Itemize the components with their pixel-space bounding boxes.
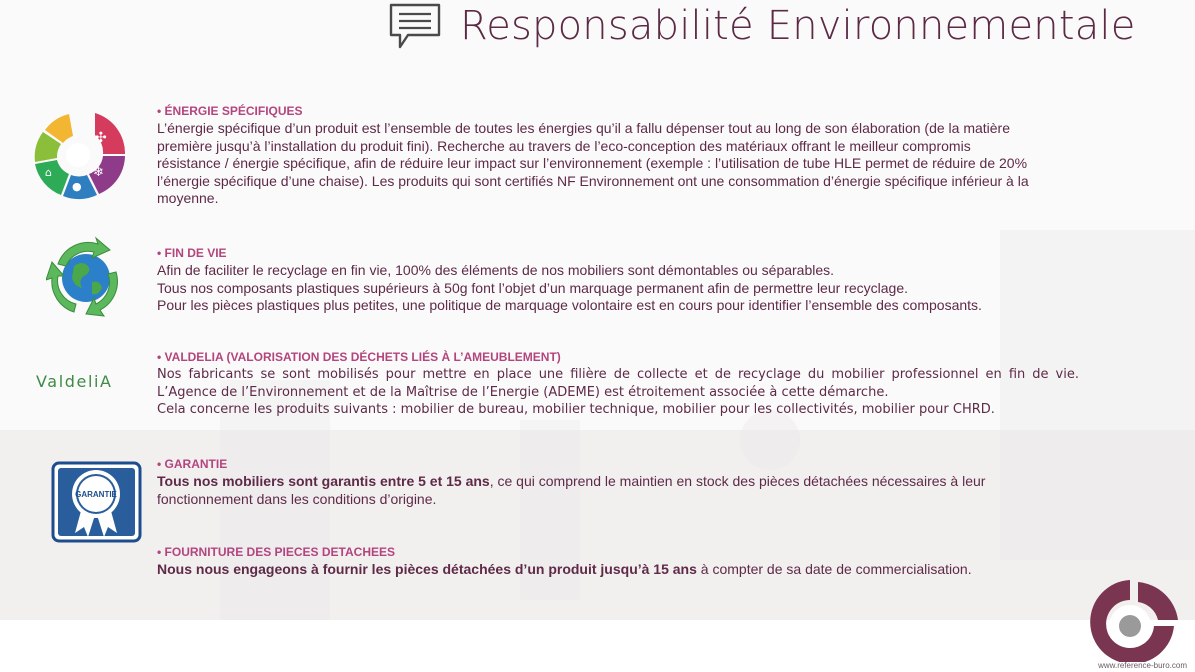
body-line: Afin de faciliter le recyclage en fin vie, 100% des éléments de nos mobiliers sont démontables ou séparables. <box>157 262 835 278</box>
body-line: moyenne. <box>157 190 219 207</box>
body-line: Pour les pièces plastiques plus petites, une politique de marquage volontaire est en cours pour identifier l’ensemble des composants. <box>157 297 982 314</box>
body-line: l’énergie spécifique d’une chaise). Les produits qui sont certifiés NF Environnement ont une consommation d’énergie spécifique inférieur à la <box>157 172 1029 189</box>
svg-text:⌂: ⌂ <box>45 166 52 179</box>
speech-bubble-icon <box>388 1 442 51</box>
section-heading: • FIN DE VIE <box>157 246 227 260</box>
section-energie <box>157 104 1097 208</box>
svg-text:●: ● <box>72 180 82 193</box>
section-body <box>157 262 1097 315</box>
body-line: L’énergie spécifique d’un produit est l’ensemble de toutes les énergies qu’il a fallu dépenser tout au long de son élaboration (de la matière <box>157 120 1011 136</box>
section-body <box>157 561 1097 579</box>
garantie-badge-icon <box>51 461 142 543</box>
section-fin-de-vie <box>157 246 1097 315</box>
body-line <box>157 561 1097 579</box>
section-heading: • FOURNITURE DES PIECES DETACHEES <box>157 545 396 559</box>
section-heading: • ÉNERGIE SPÉCIFIQUES <box>157 104 303 118</box>
body-line: résistance / énergie spécifique, afin de réduire leur impact sur l’environnement (exemple : l’utilisation de tube HLE permet de réduire de 20% <box>157 155 1028 172</box>
body-line: L’Agence de l’Environnement et de la Maîtrise de l’Energie (ADEME) est étroitement associée à cette démarche. <box>157 384 889 400</box>
energy-wheel-icon <box>33 110 125 200</box>
body-line: Cela concerne les produits suivants : mobilier de bureau, mobilier technique, mobilier pour les collectivités, mobilier pour CHRD. <box>157 402 995 418</box>
fourniture-text: à compter de sa date de commercialisation. <box>696 561 972 577</box>
valdelia-logo: ValdeliA <box>36 372 113 391</box>
section-fourniture <box>157 545 1097 579</box>
svg-text:✣: ✣ <box>95 130 107 146</box>
garantie-badge-label: GARANTIE <box>75 490 117 499</box>
body-line: Nos fabricants se sont mobilisés pour mettre en place une filière de collecte et de recyclage du mobilier professionnel en fin de vie. <box>157 367 1079 382</box>
section-valdelia <box>157 350 1079 419</box>
section-body <box>157 120 1097 208</box>
section-heading: • VALDELIA (VALORISATION DES DÉCHETS LIÉS À L’AMEUBLEMENT) <box>157 350 561 364</box>
body-line: Tous nos composants plastiques supérieurs à 50g font l’objet d’un marquage permanent afin de permettre leur recyclage. <box>157 279 908 296</box>
section-garantie <box>157 457 1097 508</box>
fourniture-emphasis: Nous nous engageons à fournir les pièces détachées d’un produit jusqu’à 15 ans <box>157 561 697 577</box>
section-body <box>157 366 1079 419</box>
page-title: Responsabilité Environnementale <box>460 3 1136 49</box>
body-line <box>157 473 1097 491</box>
page-header <box>388 0 1136 52</box>
body-line: fonctionnement dans les conditions d’origine. <box>157 490 437 507</box>
svg-text:❄: ❄ <box>93 165 104 180</box>
recycling-globe-icon <box>46 236 126 318</box>
reference-buro-logo <box>1078 576 1182 662</box>
body-line: première jusqu’à l’installation du produit fini). Recherche au travers de l’eco-conception des matériaux offrant le meilleur compromis <box>157 137 971 154</box>
section-body <box>157 473 1097 508</box>
footer-url: www.reference-buro.com <box>1098 661 1187 670</box>
garantie-text: , ce qui comprend le maintien en stock des pièces détachées nécessaires à leur <box>489 473 986 489</box>
section-heading: • GARANTIE <box>157 457 228 471</box>
garantie-emphasis: Tous nos mobiliers sont garantis entre 5 et 15 ans <box>157 473 490 489</box>
